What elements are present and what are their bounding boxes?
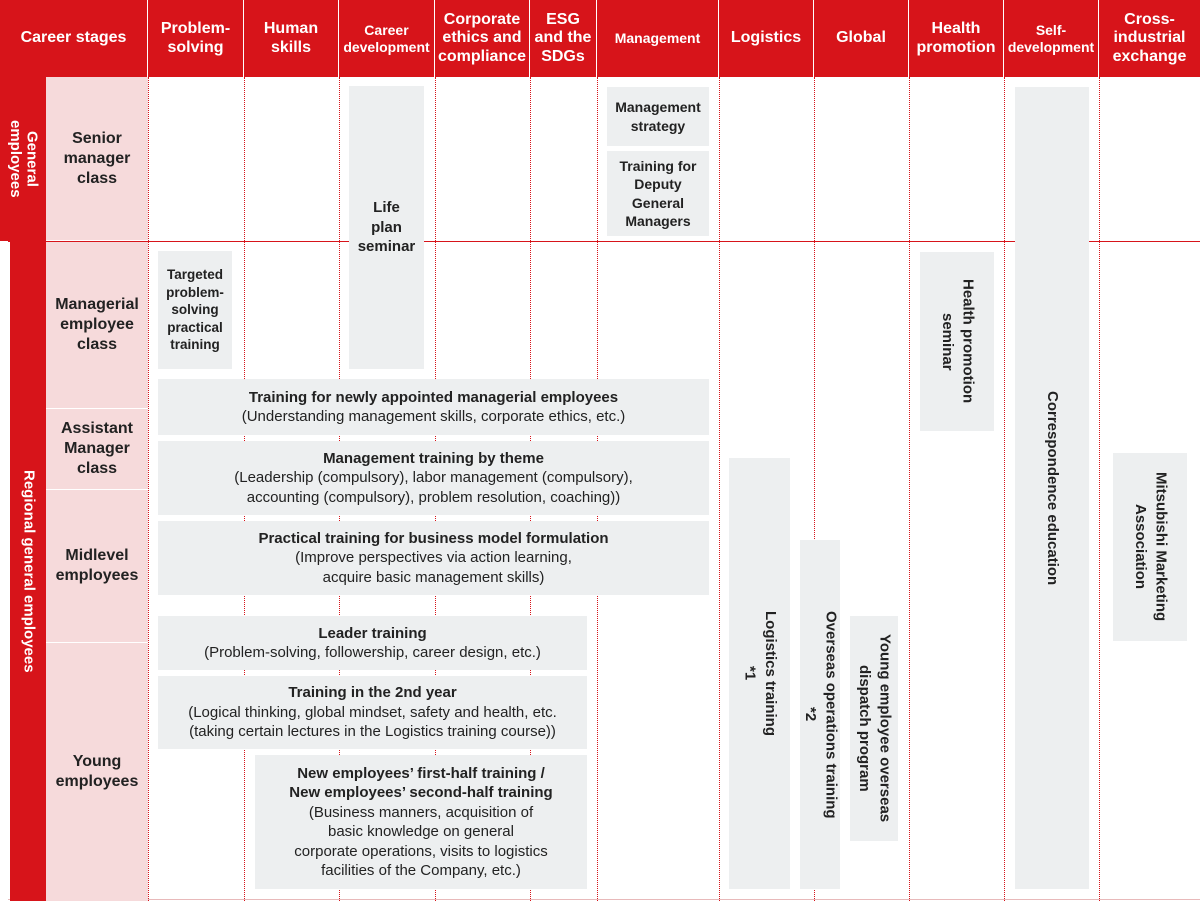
business-model-training-box: Practical training for business model formulation (Improve perspectives via action learning, acquire basic management skills): [158, 521, 709, 595]
header-cross-industrial: Cross- industrial exchange: [1112, 10, 1187, 65]
group-regional-employees: Regional general employees: [10, 241, 46, 901]
header-self-development: Self- development: [1004, 0, 1099, 77]
header-health-promotion: Health promotion: [909, 0, 1004, 77]
overseas-operations-training-box: Overseas operations training *2: [800, 540, 840, 889]
management-by-theme-box: Management training by theme (Leadership (compulsory), labor management (compulsory), accounting (compulsory), problem resolution, coaching)): [158, 441, 709, 515]
leader-training-box: Leader training (Problem-solving, followership, career design, etc.): [158, 616, 587, 670]
management-strategy-box: Management strategy: [607, 87, 709, 146]
column-divider: [148, 77, 149, 901]
stage-midlevel: Midlevel employees: [46, 490, 148, 643]
bottom-border: [0, 899, 1200, 900]
second-year-training-box: Training in the 2nd year (Logical thinking, global mindset, safety and health, etc. (taking certain lectures in the Logistics training course)): [158, 676, 587, 749]
group-general-employees: General employees: [0, 77, 46, 241]
header-global: Global: [814, 0, 909, 77]
stage-assistant-manager: Assistant Manager class: [46, 409, 148, 490]
column-divider: [1099, 77, 1100, 901]
header-career-development: Career development: [339, 0, 435, 77]
stage-managerial-employee: Managerial employee class: [46, 242, 148, 409]
health-promotion-seminar-box: Health promotion seminar: [920, 252, 994, 431]
header-bar: [0, 0, 1200, 77]
header-career-stages: Career stages: [0, 0, 148, 77]
header-problem-solving: Problem- solving: [148, 0, 244, 77]
targeted-problem-solving-box: Targeted problem- solving practical training: [158, 251, 232, 369]
column-divider: [1004, 77, 1005, 901]
header-esg-sdgs: ESG and the SDGs: [530, 0, 597, 77]
logistics-training-box: Logistics training *1: [729, 458, 790, 889]
group-gap: [0, 241, 8, 901]
life-plan-seminar-label: Life plan seminar: [357, 199, 416, 256]
deputy-gm-training-box: Training for Deputy General Managers: [607, 151, 709, 236]
new-employees-training-box: New employees’ first-half training / New employees’ second-half training (Business manners, acquisition of basic knowledge on general corporate operations, visits to logistics facilities of the Company, etc.): [255, 755, 587, 889]
header-management: Management: [597, 0, 719, 77]
mitsubishi-marketing-box: Mitsubishi Marketing Association: [1113, 453, 1187, 641]
young-employee-dispatch-box: Young employee overseas dispatch program: [850, 616, 898, 841]
correspondence-education-box: Correspondence education: [1015, 87, 1089, 889]
column-divider: [719, 77, 720, 901]
header-human-skills: Human skills: [244, 0, 339, 77]
header-logistics: Logistics: [719, 0, 814, 77]
stage-senior-manager: Senior manager class: [46, 77, 148, 241]
life-plan-seminar-box: [349, 86, 424, 369]
column-divider: [909, 77, 910, 901]
newly-appointed-training-box: Training for newly appointed managerial employees (Understanding management skills, corporate ethics, etc.): [158, 379, 709, 435]
header-corporate-ethics: Corporate ethics and compliance: [435, 0, 530, 77]
stage-young: Young employees: [46, 643, 148, 901]
